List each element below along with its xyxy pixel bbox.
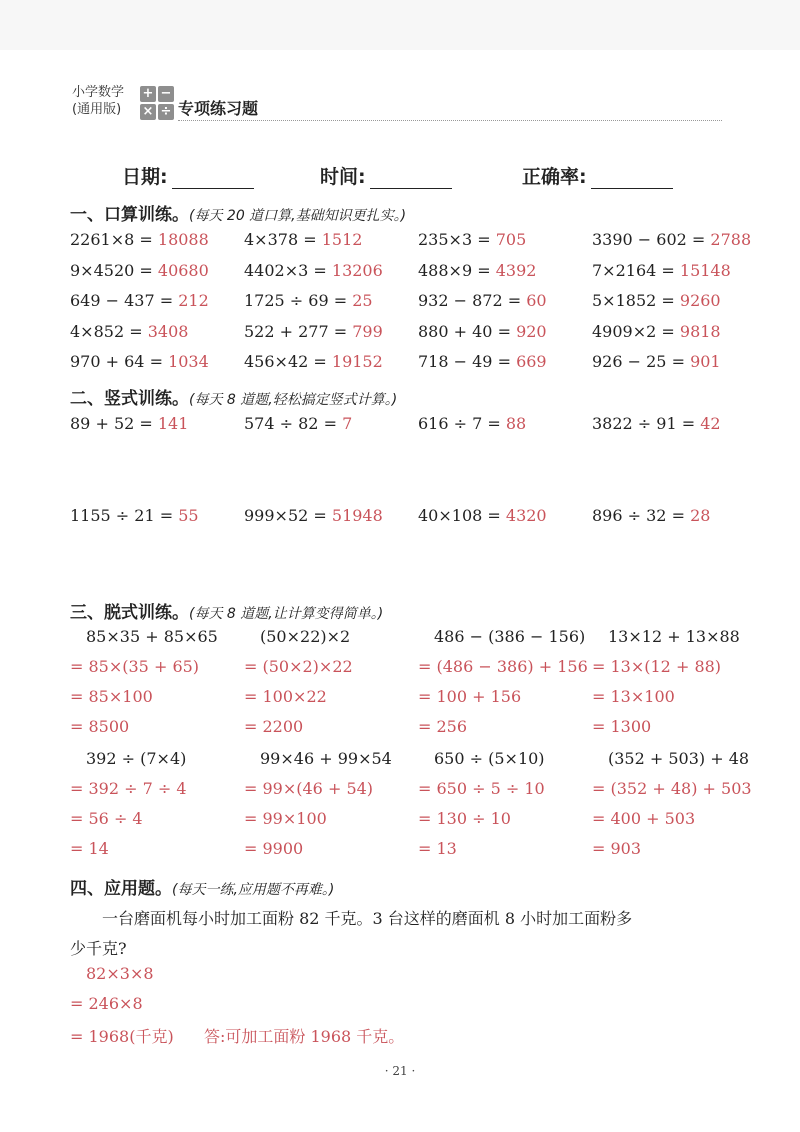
- stepwise-step-row: [70, 657, 770, 681]
- stepwise-step: = 256: [418, 717, 468, 736]
- section4-note: (每天一练,应用题不再难。): [172, 882, 335, 898]
- oral-calc-item: [244, 291, 373, 310]
- date-field: [122, 162, 254, 189]
- stepwise-step: = 99×100: [244, 809, 327, 828]
- section2-heading: [70, 384, 397, 409]
- answer-text: 42: [700, 414, 721, 433]
- divide-icon: ÷: [158, 104, 174, 120]
- stepwise-step: = 85×(35 + 65): [70, 657, 200, 676]
- page-number: · 21 ·: [384, 1064, 416, 1078]
- vertical-calc-item: [70, 506, 199, 525]
- answer-text: 920: [516, 322, 547, 341]
- solution-answer: 答:可加工面粉 1968 千克。: [204, 1027, 405, 1046]
- stepwise-step: = (50×2)×22: [244, 657, 353, 676]
- question-text: 4×852 =: [70, 322, 148, 341]
- question-text: 1155 ÷ 21 =: [70, 506, 179, 525]
- oral-calc-item: [70, 230, 209, 249]
- word-problem-line1: 一台磨面机每小时加工面粉 82 千克。3 台这样的磨面机 8 小时加工面粉多: [102, 909, 633, 928]
- question-text: 999×52 =: [244, 506, 332, 525]
- oral-calc-row: [70, 291, 770, 315]
- answer-text: 7: [342, 414, 353, 433]
- answer-text: 799: [352, 322, 383, 341]
- stepwise-step: = 56 ÷ 4: [70, 809, 143, 828]
- answer-text: 9260: [679, 291, 721, 310]
- question-text: 235×3 =: [418, 230, 496, 249]
- question-text: 456×42 =: [244, 352, 332, 371]
- answer-text: 1034: [168, 352, 209, 371]
- stepwise-question: 392 ÷ (7×4): [86, 749, 187, 768]
- answer-text: 901: [690, 352, 721, 371]
- question-text: 616 ÷ 7 =: [418, 414, 506, 433]
- question-text: 3390 − 602 =: [592, 230, 711, 249]
- question-text: 896 ÷ 32 =: [592, 506, 691, 525]
- answer-text: 4392: [495, 261, 537, 280]
- plus-icon: +: [140, 86, 156, 102]
- oral-calc-item: [418, 230, 526, 249]
- oral-calc-row: [70, 261, 770, 285]
- section3-heading: [70, 598, 383, 623]
- vertical-calc-item: [418, 506, 547, 525]
- section2-note: (每天 8 道题,轻松搞定竖式计算。): [189, 392, 398, 408]
- stepwise-step: = 903: [592, 839, 642, 858]
- answer-text: 28: [690, 506, 711, 525]
- question-text: 4909×2 =: [592, 322, 680, 341]
- stepwise-question: 99×46 + 99×54: [260, 749, 392, 768]
- stepwise-step: = 99×(46 + 54): [244, 779, 374, 798]
- oral-calc-item: [244, 261, 383, 280]
- answer-text: 40680: [157, 261, 209, 280]
- section3-title: 三、脱式训练。: [70, 603, 189, 623]
- oral-calc-row: [70, 230, 770, 254]
- stepwise-step-row: [70, 687, 770, 711]
- answer-text: 15148: [679, 261, 731, 280]
- solution-step-3: = 1968(千克): [70, 1027, 174, 1046]
- time-field: [320, 162, 452, 189]
- stepwise-step: = 130 ÷ 10: [418, 809, 511, 828]
- oral-calc-item: [70, 261, 209, 280]
- book-label: [72, 84, 124, 118]
- answer-text: 212: [178, 291, 209, 310]
- stepwise-step: = 1300: [592, 717, 652, 736]
- section1-title: 一、口算训练。: [70, 205, 189, 225]
- answer-text: 25: [352, 291, 373, 310]
- question-text: 880 + 40 =: [418, 322, 517, 341]
- stepwise-question: 650 ÷ (5×10): [434, 749, 545, 768]
- date-label: 日期:: [122, 166, 168, 188]
- answer-text: 1512: [321, 230, 363, 249]
- stepwise-step: = 650 ÷ 5 ÷ 10: [418, 779, 545, 798]
- section1-heading: [70, 200, 406, 225]
- answer-text: 60: [526, 291, 547, 310]
- question-text: 3822 ÷ 91 =: [592, 414, 701, 433]
- section1-note: (每天 20 道口算,基础知识更扎实。): [189, 208, 407, 224]
- header-divider: [178, 120, 722, 121]
- solution-step-2: = 246×8: [70, 994, 143, 1013]
- stepwise-question: 486 − (386 − 156): [434, 627, 586, 646]
- stepwise-step-row: [70, 717, 770, 741]
- stepwise-step: = 13: [418, 839, 457, 858]
- stepwise-step: = 14: [70, 839, 109, 858]
- stepwise-step: = 100×22: [244, 687, 327, 706]
- question-text: 1725 ÷ 69 =: [244, 291, 353, 310]
- oral-calc-item: [244, 352, 383, 371]
- operator-logo: [140, 86, 174, 120]
- oral-calc-item: [244, 322, 383, 341]
- answer-text: 4320: [505, 506, 547, 525]
- answer-text: 19152: [331, 352, 383, 371]
- stepwise-step: = (486 − 386) + 156: [418, 657, 588, 676]
- stepwise-step: = 9900: [244, 839, 304, 858]
- question-text: 5×1852 =: [592, 291, 680, 310]
- section3-note: (每天 8 道题,让计算变得简单。): [189, 606, 384, 622]
- times-icon: ×: [140, 104, 156, 120]
- stepwise-step: = 8500: [70, 717, 130, 736]
- oral-calc-item: [418, 261, 536, 280]
- oral-calc-item: [592, 261, 731, 280]
- stepwise-step: = 85×100: [70, 687, 153, 706]
- stepwise-step-row: [70, 779, 770, 803]
- oral-calc-item: [418, 352, 547, 371]
- oral-calc-item: [592, 322, 721, 341]
- answer-text: 669: [516, 352, 547, 371]
- question-text: 9×4520 =: [70, 261, 158, 280]
- question-text: 89 + 52 =: [70, 414, 158, 433]
- question-text: 2261×8 =: [70, 230, 158, 249]
- answer-text: 705: [495, 230, 527, 249]
- oral-calc-row: [70, 322, 770, 346]
- answer-text: 3408: [147, 322, 189, 341]
- stepwise-question: (50×22)×2: [260, 627, 351, 646]
- time-blank: [370, 170, 452, 189]
- stepwise-question: 85×35 + 85×65: [86, 627, 218, 646]
- vertical-calc-row: [70, 506, 770, 530]
- date-blank: [172, 170, 254, 189]
- question-text: 7×2164 =: [592, 261, 680, 280]
- question-text: 649 − 437 =: [70, 291, 179, 310]
- oral-calc-item: [244, 230, 362, 249]
- answer-text: 2788: [710, 230, 752, 249]
- answer-text: 88: [505, 414, 527, 433]
- time-label: 时间:: [320, 166, 366, 188]
- stepwise-step: = (352 + 48) + 503: [592, 779, 752, 798]
- question-text: 718 − 49 =: [418, 352, 517, 371]
- oral-calc-row: [70, 352, 770, 376]
- accuracy-label: 正确率:: [522, 166, 587, 188]
- book-edition: (通用版): [72, 102, 122, 117]
- stepwise-question-row: [70, 627, 770, 651]
- question-text: 488×9 =: [418, 261, 496, 280]
- answer-text: 13206: [331, 261, 383, 280]
- accuracy-blank: [591, 170, 673, 189]
- question-text: 4402×3 =: [244, 261, 332, 280]
- answer-text: 18088: [157, 230, 209, 249]
- oral-calc-item: [592, 291, 721, 310]
- minus-icon: −: [158, 86, 174, 102]
- stepwise-question: (352 + 503) + 48: [608, 749, 750, 768]
- answer-text: 9818: [679, 322, 721, 341]
- stepwise-step: = 400 + 503: [592, 809, 696, 828]
- question-text: 926 − 25 =: [592, 352, 691, 371]
- oral-calc-item: [418, 291, 547, 310]
- solution-step-1: 82×3×8: [86, 964, 154, 983]
- section2-title: 二、竖式训练。: [70, 389, 189, 409]
- worksheet-header: [72, 84, 722, 124]
- stepwise-step: = 392 ÷ 7 ÷ 4: [70, 779, 187, 798]
- vertical-calc-item: [70, 414, 188, 433]
- answer-text: 51948: [331, 506, 383, 525]
- book-subject: 小学数学: [72, 85, 125, 100]
- section4-title: 四、应用题。: [70, 879, 172, 899]
- question-text: 574 ÷ 82 =: [244, 414, 343, 433]
- oral-calc-item: [70, 322, 188, 341]
- stepwise-step: = 100 + 156: [418, 687, 522, 706]
- vertical-calc-item: [244, 506, 383, 525]
- vertical-calc-item: [244, 414, 352, 433]
- accuracy-field: [522, 162, 673, 189]
- section4-heading: [70, 874, 334, 899]
- answer-text: 141: [157, 414, 189, 433]
- stepwise-step: = 2200: [244, 717, 304, 736]
- stepwise-question: 13×12 + 13×88: [608, 627, 740, 646]
- vertical-calc-item: [592, 506, 710, 525]
- stepwise-step-row: [70, 839, 770, 863]
- word-problem-line2: 少千克?: [70, 939, 127, 958]
- question-text: 40×108 =: [418, 506, 506, 525]
- answer-text: 55: [178, 506, 199, 525]
- question-text: 970 + 64 =: [70, 352, 169, 371]
- question-text: 522 + 277 =: [244, 322, 353, 341]
- oral-calc-item: [592, 352, 721, 371]
- oral-calc-item: [418, 322, 547, 341]
- oral-calc-item: [70, 352, 209, 371]
- stepwise-step: = 13×(12 + 88): [592, 657, 722, 676]
- question-text: 932 − 872 =: [418, 291, 527, 310]
- stepwise-step: = 13×100: [592, 687, 675, 706]
- vertical-calc-row: [70, 414, 770, 438]
- vertical-calc-item: [592, 414, 721, 433]
- stepwise-question-row: [70, 749, 770, 773]
- oral-calc-item: [592, 230, 751, 249]
- question-text: 4×378 =: [244, 230, 322, 249]
- stepwise-step-row: [70, 809, 770, 833]
- header-title: 专项练习题: [178, 99, 259, 118]
- vertical-calc-item: [418, 414, 526, 433]
- oral-calc-item: [70, 291, 209, 310]
